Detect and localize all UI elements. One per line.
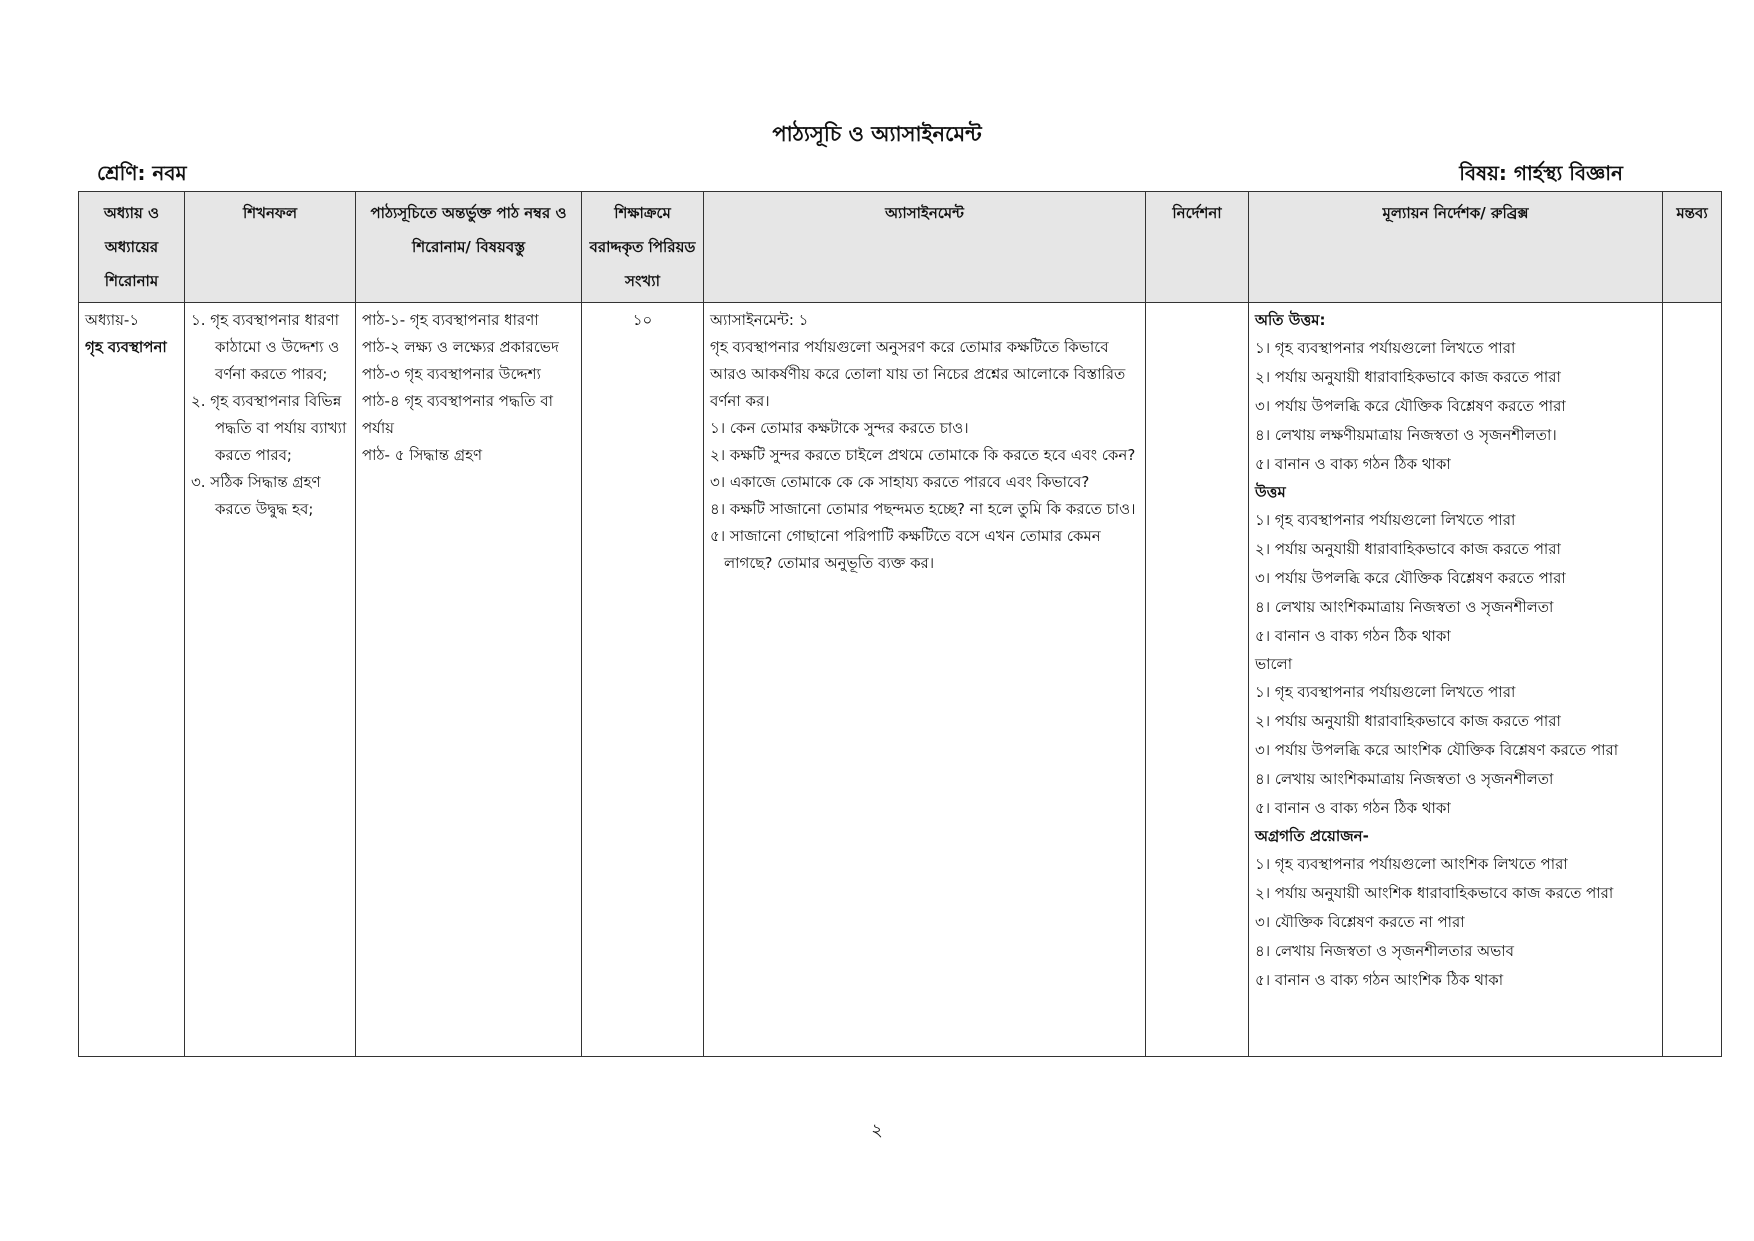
rubric-heading-needs-improvement: অগ্রগতি প্রয়োজন- [1255,827,1369,845]
assignment-question: ৫। সাজানো গোছানো পরিপাটি কক্ষটিতে বসে এখন তোমার কেমন লাগছে? তোমার অনুভূতি ব্যক্ত কর। [710,527,1101,572]
header-rubric: মূল্যায়ন নির্দেশক/ রুব্রিক্স [1249,192,1663,303]
page-title: পাঠ্যসূচি ও অ্যাসাইনমেন্ট [772,122,982,146]
rubric-item: ১। গৃহ ব্যবস্থাপনার পর্যায়গুলো আংশিক লিখতে পারা [1255,855,1568,873]
assignment-title: অ্যাসাইনমেন্ট: ১ [710,311,809,329]
rubric-item: ৪। লেখায় নিজস্বতা ও সৃজনশীলতার অভাব [1255,942,1515,960]
rubric-heading-good: উত্তম [1255,483,1286,501]
periods-cell: ১০ [582,303,704,1057]
assignment-question: ৪। কক্ষটি সাজানো তোমার পছন্দমত হচ্ছে? না হলে তুমি কি করতে চাও। [710,500,1136,518]
header-lessons: পাঠ্যসূচিতে অন্তর্ভুক্ত পাঠ নম্বর ও শিরোনাম/ বিষয়বস্তু [356,192,582,303]
assignment-question: ১। কেন তোমার কক্ষটাকে সুন্দর করতে চাও। [710,419,969,437]
rubric-item: ৫। বানান ও বাক্য গঠন ঠিক থাকা [1255,799,1451,817]
rubric-item: ৫। বানান ও বাক্য গঠন ঠিক থাকা [1255,627,1451,645]
learning-outcome-item: ৩. সঠিক সিদ্ধান্ত গ্রহণ করতে উদ্বুদ্ধ হব; [191,473,321,518]
assignment-question: ২। কক্ষটি সুন্দর করতে চাইলে প্রথমে তোমাকে কি করতে হবে এবং কেন? [710,446,1136,464]
rubric-item: ২। পর্যায় অনুযায়ী ধারাবাহিকভাবে কাজ করতে পারা [1255,540,1561,558]
rubric-item: ৩। পর্যায় উপলব্ধি করে যৌক্তিক বিশ্লেষণ করতে পারা [1255,397,1566,415]
chapter-name: গৃহ ব্যবস্থাপনা [85,338,167,356]
page-number: ২ [871,1120,883,1141]
lessons-cell [356,303,582,1057]
assignment-question: ৩। একাজে তোমাকে কে কে সাহায্য করতে পারবে এবং কিভাবে? [710,473,1090,491]
rubric-item: ৫। বানান ও বাক্য গঠন ঠিক থাকা [1255,455,1451,473]
rubric-item: ৪। লেখায় লক্ষণীয়মাত্রায় নিজস্বতা ও সৃজনশীলতা। [1255,426,1557,444]
rubric-item: ৪। লেখায় আংশিকমাত্রায় নিজস্বতা ও সৃজনশীলতা [1255,598,1554,616]
rubric-item: ৩। পর্যায় উপলব্ধি করে আংশিক যৌক্তিক বিশ্লেষণ করতে পারা [1255,741,1619,759]
rubric-item: ২। পর্যায় অনুযায়ী ধারাবাহিকভাবে কাজ করতে পারা [1255,368,1561,386]
chapter-cell [79,303,185,1057]
syllabus-table [78,191,1722,1057]
rubric-item: ২। পর্যায় অনুযায়ী আংশিক ধারাবাহিকভাবে কাজ করতে পারা [1255,884,1614,902]
class-label: শ্রেণি: নবম [97,161,187,185]
learning-outcome-item: ২. গৃহ ব্যবস্থাপনার বিভিন্ন পদ্ধতি বা পর্যায় ব্যাখ্যা করতে পারব; [191,392,347,464]
rubric-item: ২। পর্যায় অনুযায়ী ধারাবাহিকভাবে কাজ করতে পারা [1255,712,1561,730]
header-periods: শিক্ষাক্রমে বরাদ্দকৃত পিরিয়ড সংখ্যা [582,192,704,303]
learning-outcome-cell [185,303,356,1057]
header-chapter: অধ্যায় ও অধ্যায়ের শিরোনাম [79,192,185,303]
lesson-item: পাঠ-১- গৃহ ব্যবস্থাপনার ধারণা [362,311,539,329]
table-header-row [79,192,1722,303]
remarks-cell [1663,303,1722,1057]
learning-outcome-item: ১. গৃহ ব্যবস্থাপনার ধারণা কাঠামো ও উদ্দেশ্য ও বর্ণনা করতে পারব; [191,311,340,383]
rubric-item: ১। গৃহ ব্যবস্থাপনার পর্যায়গুলো লিখতে পারা [1255,511,1516,529]
rubric-heading-excellent: অতি উত্তম: [1255,311,1326,329]
table-row [79,303,1722,1057]
header-assignment: অ্যাসাইনমেন্ট [704,192,1146,303]
lesson-item: পাঠ-৩ গৃহ ব্যবস্থাপনার উদ্দেশ্য [362,365,541,383]
rubric-item: ১। গৃহ ব্যবস্থাপনার পর্যায়গুলো লিখতে পারা [1255,339,1516,357]
subject-label: বিষয়: গার্হস্থ্য বিজ্ঞান [1459,161,1623,185]
lesson-item: পাঠ-৪ গৃহ ব্যবস্থাপনার পদ্ধতি বা পর্যায় [362,392,553,437]
rubric-item: ৩। পর্যায় উপলব্ধি করে যৌক্তিক বিশ্লেষণ করতে পারা [1255,569,1566,587]
rubric-item: ৫। বানান ও বাক্য গঠন আংশিক ঠিক থাকা [1255,971,1504,989]
instructions-cell [1146,303,1249,1057]
header-instructions: নির্দেশনা [1146,192,1249,303]
lesson-item: পাঠ- ৫ সিদ্ধান্ত গ্রহণ [362,446,483,464]
rubric-item: ৪। লেখায় আংশিকমাত্রায় নিজস্বতা ও সৃজনশীলতা [1255,770,1554,788]
header-remarks: মন্তব্য [1663,192,1722,303]
rubric-heading-fair: ভালো [1255,655,1293,673]
chapter-number: অধ্যায়-১ [85,311,140,329]
lesson-item: পাঠ-২ লক্ষ্য ও লক্ষ্যের প্রকারভেদ [362,338,559,356]
assignment-cell [704,303,1146,1057]
header-learning-outcome: শিখনফল [185,192,356,303]
assignment-intro: গৃহ ব্যবস্থাপনার পর্যায়গুলো অনুসরণ করে তোমার কক্ষটিতে কিভাবে আরও আকর্ষণীয় করে তোলা যায় তা নিচের প্রশ্নের আলোকে বিস্তারিত বর্ণনা কর। [710,338,1126,410]
rubric-cell [1249,303,1663,1057]
rubric-item: ৩। যৌক্তিক বিশ্লেষণ করতে না পারা [1255,913,1465,931]
rubric-item: ১। গৃহ ব্যবস্থাপনার পর্যায়গুলো লিখতে পারা [1255,683,1516,701]
